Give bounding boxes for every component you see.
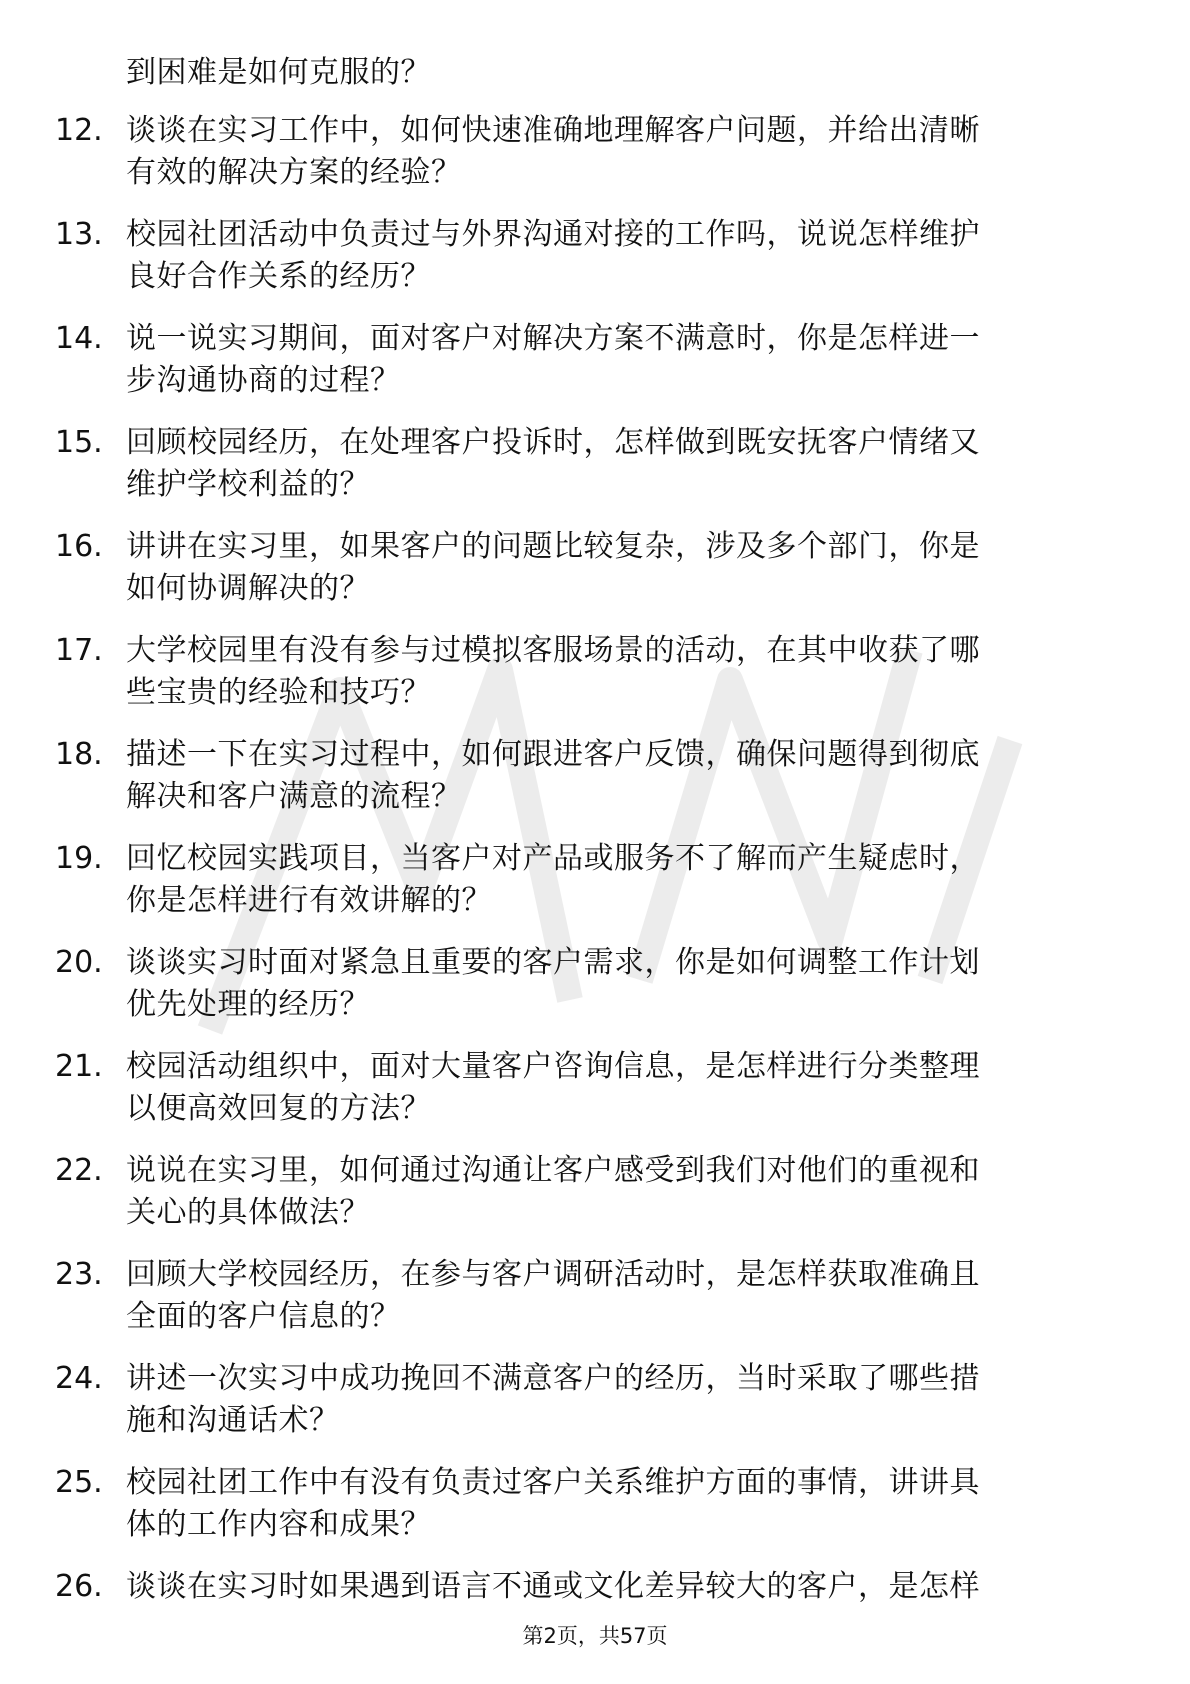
question-number: 19. [55,841,103,876]
question-number: 26. [55,1569,103,1604]
question-number: 21. [55,1049,103,1084]
question-text-line: 谈谈在实习工作中，如何快速准确地理解客户问题，并给出清晰 [126,113,980,148]
question-text-line: 回忆校园实践项目，当客户对产品或服务不了解而产生疑虑时， [126,841,980,876]
question-number: 15. [55,425,103,460]
question-text [126,1566,1126,1670]
question-text-line: 校园活动组织中，面对大量客户咨询信息，是怎样进行分类整理 [126,1049,980,1084]
question-text [126,422,1126,526]
question-text-line: 校园社团活动中负责过与外界沟通对接的工作吗，说说怎样维护 [126,217,980,252]
question-text-line: 步沟通协商的过程？ [126,363,401,398]
question-item [55,214,1135,318]
question-text [126,526,1126,630]
question-number: 13. [55,217,103,252]
question-text-line: 如何协调解决的？ [126,571,370,606]
question-text [126,734,1126,838]
question-text-line: 校园社团工作中有没有负责过客户关系维护方面的事情，讲讲具 [126,1465,980,1500]
question-number: 14. [55,321,103,356]
question-text [126,838,1126,942]
question-item [55,1358,1135,1462]
question-number: 23. [55,1257,103,1292]
question-text [126,1462,1126,1566]
question-number: 24. [55,1361,103,1396]
question-text [126,110,1126,214]
question-text-line: 有效的解决方案的经验？ [126,155,462,190]
question-text-line: 些宝贵的经验和技巧？ [126,675,431,710]
question-text [126,318,1126,422]
page-footer: 第2页，共57页 [522,1624,668,1648]
question-text [126,1254,1126,1358]
question-text-line: 谈谈实习时面对紧急且重要的客户需求，你是如何调整工作计划 [126,945,980,980]
question-item [55,630,1135,734]
question-item [55,1046,1135,1150]
question-item [55,734,1135,838]
question-item [55,1462,1135,1566]
question-text-line: 关心的具体做法？ [126,1195,370,1230]
question-text [126,942,1126,1046]
question-text-line: 说说在实习里，如何通过沟通让客户感受到我们对他们的重视和 [126,1153,980,1188]
question-text [126,214,1126,318]
question-number: 22. [55,1153,103,1188]
question-number: 16. [55,529,103,564]
question-item [55,838,1135,942]
question-item [55,1566,1135,1670]
question-text-line: 优先处理的经历？ [126,987,370,1022]
question-item [55,942,1135,1046]
question-text-line: 体的工作内容和成果？ [126,1507,431,1542]
question-number: 17. [55,633,103,668]
question-number: 18. [55,737,103,772]
question-text-line: 讲讲在实习里，如果客户的问题比较复杂，涉及多个部门，你是 [126,529,980,564]
question-text-line: 解决和客户满意的流程？ [126,779,462,814]
question-text-line: 维护学校利益的？ [126,467,370,502]
question-text [126,1358,1126,1462]
question-text-line: 良好合作关系的经历？ [126,259,431,294]
question-number: 25. [55,1465,103,1500]
question-text-line: 谈谈在实习时如果遇到语言不通或文化差异较大的客户，是怎样 [126,1569,980,1604]
question-item [55,318,1135,422]
question-text-line: 全面的客户信息的？ [126,1299,401,1334]
question-text-line: 施和沟通话术？ [126,1403,340,1438]
question-text [126,630,1126,734]
question-list [55,110,1135,1670]
question-text-line: 回顾校园经历，在处理客户投诉时，怎样做到既安抚客户情绪又 [126,425,980,460]
question-number: 20. [55,945,103,980]
question-item [55,422,1135,526]
question-item [55,1150,1135,1254]
question-item [55,1254,1135,1358]
question-number: 12. [55,113,103,148]
question-text-line: 以便高效回复的方法？ [126,1091,431,1126]
question-text-line: 大学校园里有没有参与过模拟客服场景的活动，在其中收获了哪 [126,633,980,668]
question-text-line: 讲述一次实习中成功挽回不满意客户的经历，当时采取了哪些措 [126,1361,980,1396]
question-text-line: 说一说实习期间，面对客户对解决方案不满意时，你是怎样进一 [126,321,980,356]
question-item [55,526,1135,630]
question-text [126,1150,1126,1254]
continuation-line: 到困难是如何克服的？ [126,55,431,90]
question-item [55,110,1135,214]
question-text [126,1046,1126,1150]
question-text-line: 描述一下在实习过程中，如何跟进客户反馈，确保问题得到彻底 [126,737,980,772]
question-text-line: 你是怎样进行有效讲解的？ [126,883,492,918]
question-text-line: 回顾大学校园经历，在参与客户调研活动时，是怎样获取准确且 [126,1257,980,1292]
